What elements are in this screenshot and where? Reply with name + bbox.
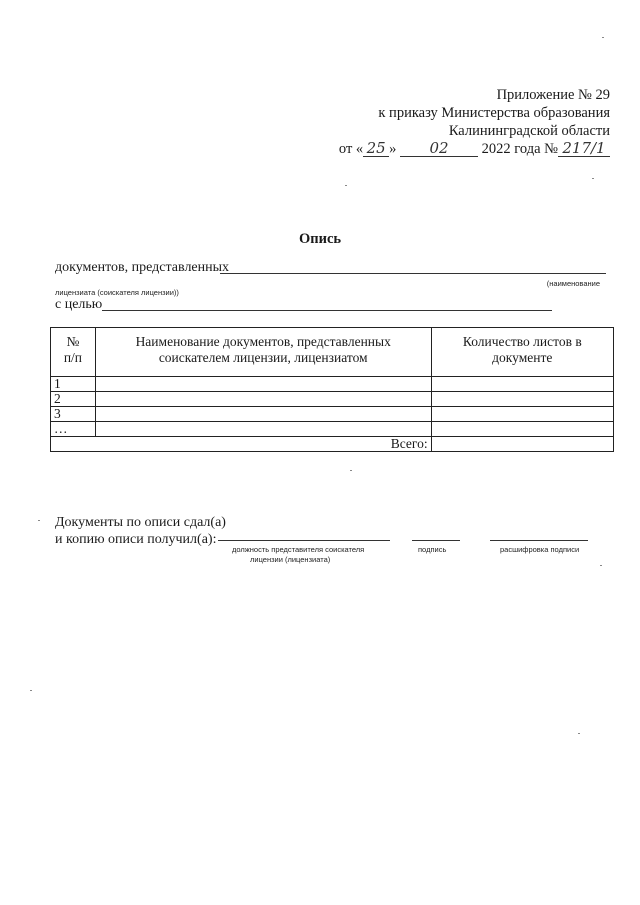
annex-date-line: от « 25 » 02 2022 года № 217/1 bbox=[310, 140, 610, 158]
table-total-row bbox=[51, 437, 614, 452]
header-number: № п/п bbox=[51, 328, 96, 377]
annex-number: Приложение № 29 bbox=[496, 87, 610, 103]
row-number: 3 bbox=[51, 407, 96, 422]
handed-over-label: Документы по описи сдал(а) bbox=[55, 515, 226, 530]
scan-speck bbox=[38, 520, 40, 521]
decode-field bbox=[490, 540, 588, 541]
scan-speck bbox=[578, 733, 580, 734]
annex-region: Калининградской области bbox=[448, 123, 610, 139]
row-number: 1 bbox=[51, 377, 96, 392]
row-number: … bbox=[51, 422, 96, 437]
table-row bbox=[51, 407, 614, 422]
signature-field bbox=[412, 540, 460, 541]
caption-decode: расшифровка подписи bbox=[500, 545, 580, 554]
table-row bbox=[51, 422, 614, 437]
position-field bbox=[218, 540, 390, 541]
header-sheet-count: Количество листов в документе bbox=[431, 328, 613, 377]
scan-speck bbox=[30, 690, 32, 691]
note-name: (наименование bbox=[546, 279, 600, 288]
scan-speck bbox=[600, 565, 602, 566]
note-licensee: лицензиата (соискателя лицензии)) bbox=[55, 288, 179, 297]
scan-speck bbox=[592, 178, 594, 179]
date-month: 02 bbox=[400, 141, 478, 157]
header-document-name: Наименование документов, представленных соискателем лицензии, лицензиатом bbox=[95, 328, 431, 377]
purpose-field bbox=[102, 310, 552, 311]
row-number: 2 bbox=[51, 392, 96, 407]
scan-speck bbox=[602, 37, 604, 38]
table-row bbox=[51, 392, 614, 407]
annex-header bbox=[310, 86, 610, 158]
documents-table bbox=[50, 327, 614, 452]
order-number: 217/1 bbox=[558, 141, 610, 157]
presented-label: документов, представленных bbox=[55, 260, 230, 275]
signature-block bbox=[55, 514, 226, 548]
caption-signature: подпись bbox=[418, 545, 447, 554]
table-header-row bbox=[51, 328, 614, 377]
page-title: Опись bbox=[298, 231, 342, 247]
scan-speck bbox=[350, 470, 352, 471]
total-label: Всего: bbox=[51, 437, 432, 452]
received-label: и копию описи получил(а): bbox=[55, 532, 217, 547]
purpose-label: с целью bbox=[55, 297, 103, 312]
table-row bbox=[51, 377, 614, 392]
presented-field bbox=[220, 273, 606, 274]
scan-speck bbox=[345, 185, 347, 186]
caption-position: должность представителя соискателя bbox=[232, 545, 365, 554]
annex-order: к приказу Министерства образования bbox=[378, 105, 610, 121]
date-day: 25 bbox=[363, 141, 389, 157]
caption-position-2: лицензии (лицензиата) bbox=[250, 555, 331, 564]
